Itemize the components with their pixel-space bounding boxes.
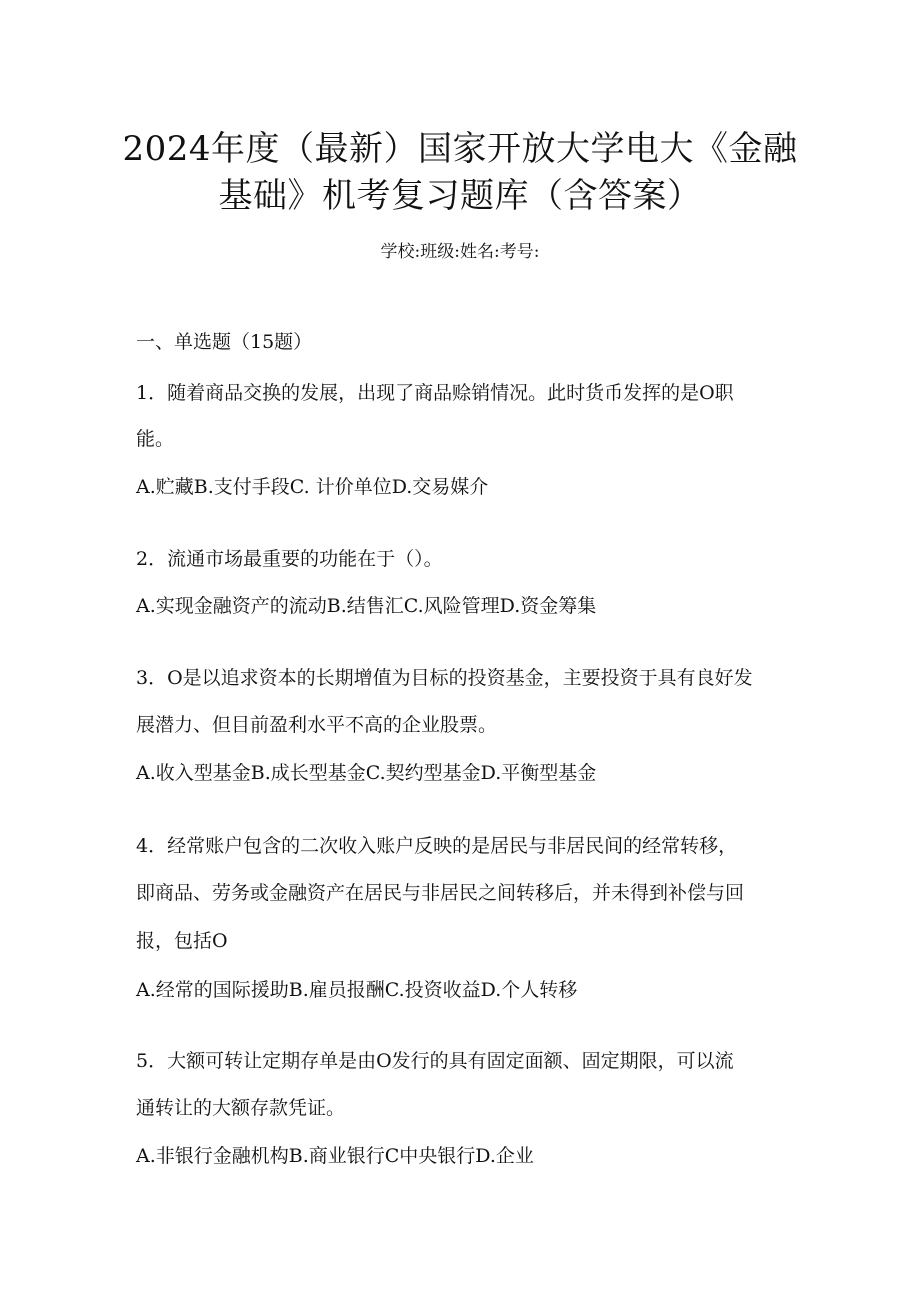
question-4-line-3: 报，包括O	[136, 930, 228, 952]
question-3-line-2: 展潜力、但目前盈利水平不高的企业股票。	[136, 714, 498, 736]
question-5-line-1: 5．大额可转让定期存单是由O发行的具有固定面额、固定期限，可以流	[136, 1050, 734, 1072]
question-3-options: A.收入型基金B.成长型基金C.契约型基金D.平衡型基金	[136, 762, 597, 784]
question-5-options: A.非银行金融机构B.商业银行C中央银行D.企业	[136, 1145, 534, 1167]
document-title-line-1: 2024年度（最新）国家开放大学电大《金融	[122, 129, 798, 169]
question-3-line-1: 3．O是以追求资本的长期增值为目标的投资基金，主要投资于具有良好发	[136, 667, 753, 689]
student-info-line: 学校:班级:姓名:考号:	[380, 242, 540, 262]
question-5-line-2: 通转让的大额存款凭证。	[136, 1097, 346, 1119]
question-2-line-1: 2．流通市场最重要的功能在于（）。	[136, 548, 443, 570]
question-4-line-2: 即商品、劳务或金融资产在居民与非居民之间转移后，并未得到补偿与回	[136, 882, 745, 904]
document-title-line-2: 基础》机考复习题库（含答案）	[218, 176, 702, 216]
question-1-line-2: 能。	[136, 428, 175, 450]
section-heading: 一、单选题（15题）	[136, 331, 313, 353]
question-4-options: A.经常的国际援助B.雇员报酬C.投资收益D.个人转移	[136, 979, 578, 1001]
question-1-options: A.贮藏B.支付手段C. 计价单位D.交易媒介	[136, 476, 489, 498]
question-4-line-1: 4．经常账户包含的二次收入账户反映的是居民与非居民间的经常转移，	[136, 835, 738, 857]
question-2-options: A.实现金融资产的流动B.结售汇C.风险管理D.资金筹集	[136, 595, 597, 617]
question-1-line-1: 1．随着商品交换的发展，出现了商品赊销情况。此时货币发挥的是O职	[136, 382, 734, 404]
